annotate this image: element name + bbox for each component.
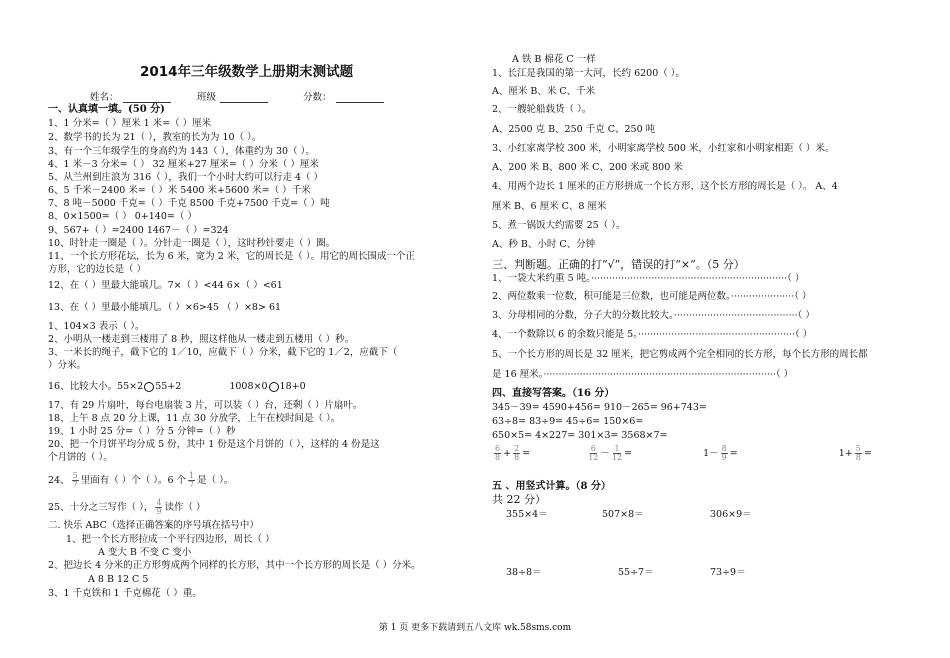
options: A 变大 B 不变 C 变小 — [98, 547, 192, 558]
options: A、厘米 B、米 C、千米 — [492, 86, 596, 97]
question: 3、1 千克铁和 1 千克棉花（ ）重。 — [48, 588, 202, 599]
fraction-question — [48, 499, 205, 516]
fraction: $\frac{5}{8}$ — [855, 444, 861, 462]
section-3-heading: 三、判断题。正确的打“√”，错误的打“×”。（5 分） — [492, 258, 745, 271]
section-4-heading: 四、直接写答案。（16 分） — [492, 388, 615, 399]
question: 8、0×1500=（ ） 0+140=（ ） — [48, 211, 197, 222]
fraction: $\frac{5}{7}$ — [72, 471, 78, 489]
question: 2、把边长 4 分米的正方形剪成两个同样的长方形，其中一个长方形的周长是（ ）分米。 — [48, 560, 421, 571]
op: 1+ — [838, 448, 853, 459]
question: 18、上午 8 点 20 分上课，11 点 30 分放学，上午在校时间是（ ）。 — [48, 413, 341, 424]
question: 3、一米长的绳子，截下它的 1／10，应截下（ ）分米，截下它的 1／2，应截下（ — [48, 347, 398, 358]
judge-item: 1、一袋大米约重 5 吨。·································································（ ） — [492, 273, 805, 284]
compare-question — [48, 381, 306, 393]
question: 方形，它的边长是（ ） — [48, 264, 147, 275]
options: A、秒 B、小时 C、分钟 — [492, 239, 596, 250]
question: 20、把一个月饼平均分成 5 份，其中 1 份是这个月饼的（ ），这样的 4 份是这 — [48, 439, 380, 450]
question: 3、小红家离学校 300 米，小明家离学校 500 米，小红家和小明家相距（ ）米。 — [492, 143, 835, 154]
vertical-calc: 55÷7＝ — [618, 567, 654, 578]
op: = — [624, 448, 633, 459]
class-field — [197, 89, 268, 103]
q-number: 24、 — [48, 475, 70, 486]
compare-prefix: 16、比较大小。55×2 — [48, 381, 144, 392]
compare-right-1: 55+2 — [155, 381, 182, 392]
op: = — [729, 448, 738, 459]
options: A 8 B 12 C 5 — [88, 574, 149, 585]
q-text: 25、十分之三写作（ ）， — [48, 502, 154, 513]
score-field — [303, 89, 384, 103]
judge-item: 是 16 厘米。·············································································（ ） — [492, 369, 794, 380]
page-footer: 第 1 页 更多下载请到五八文库 wk.58sms.com — [378, 623, 572, 633]
fraction: $\frac{6}{8}$ — [495, 444, 501, 462]
fraction: $\frac{6}{12}$ — [588, 444, 599, 462]
fraction: $\frac{1}{12}$ — [611, 444, 623, 462]
question: 3、有一个三年级学生的身高约为 143（ ），体重约为 30（ ）。 — [48, 146, 315, 157]
question: 5、煮一锅饭大约需要 25（ ）。 — [492, 220, 626, 231]
direct-answers-row: 63÷8= 83÷9= 45÷6= 150×6= — [492, 416, 644, 427]
question: 2、数学书的长为 21（ ），教室的长为为 10（ ）。 — [48, 132, 262, 143]
question: 17、有 29 片扇叶，每台电扇装 3 片，可以装（ ）台，还剩（ ）片扇叶。 — [48, 400, 363, 411]
fraction: $\frac{2}{8}$ — [514, 444, 520, 462]
fraction-row — [492, 445, 872, 462]
q-text: 里面有（ ）个（ ）。6 个 — [80, 475, 187, 486]
judge-item: 2、两位数乘一位数，积可能是三位数，也可能是两位数。·····················（ ） — [492, 291, 812, 302]
question: 11、一个长方形花坛，长为 6 米，宽为 2 米，它的周长是（ ）。用它的周长围成一个正 — [48, 251, 416, 262]
name-field — [90, 89, 171, 103]
question: 7、8 吨－5000 千克=（ ）千克 8500 千克+7500 千克=（ ）吨 — [48, 198, 330, 209]
vertical-calc: 355×4＝ — [506, 509, 548, 520]
vertical-calc: 507×8＝ — [602, 509, 644, 520]
section-1-heading: 一、认真填一填。(50 分) — [48, 104, 165, 115]
question: 个月饼的（ ）。 — [48, 452, 113, 463]
compare-circle — [269, 382, 279, 392]
section-2-heading: 二. 快乐 ABC（选择正确答案的序号填在括号中） — [48, 520, 259, 531]
question: 12、在（ ）里最大能填几。7×（ ）<44 6×（ ）<61 — [48, 280, 283, 291]
op: = — [863, 448, 872, 459]
question: 1、把一个长方形拉成一个平行四边形，周长（ ） — [66, 534, 275, 545]
class-label: 班级 — [197, 92, 217, 103]
question: 10、时针走一圈是（ ）。分针走一圈是（ ），这时秒针要走（ ）圈。 — [48, 238, 336, 249]
compare-right-2: 18+0 — [279, 381, 306, 392]
direct-answers-row: 345－39= 4590+456= 910－265= 96+743= — [492, 402, 707, 413]
score-label: 分数： — [303, 92, 332, 103]
vertical-calc: 306×9＝ — [710, 509, 752, 520]
question: 1、104×3 表示（ ）。 — [48, 321, 145, 332]
name-blank — [123, 93, 171, 103]
question: 4、用两个边长 1 厘米的正方形拼成一个长方形，这个长方形的周长是（ ）。 A、4 — [492, 181, 838, 192]
question: 6、5 千米－2400 米=（ ）米 5400 米+5600 米=（ ）千米 — [48, 185, 311, 196]
score-blank — [336, 93, 384, 103]
fraction-question — [48, 472, 233, 489]
judge-item: 4、一个数除以 6 的余数只能是 5。····················································（ ） — [492, 329, 813, 340]
fraction: $\frac{8}{9}$ — [721, 444, 727, 462]
q-text: 是（ ）。 — [197, 475, 234, 486]
judge-item: 5、一个长方形的周长是 32 厘米，把它剪成两个完全相同的长方形，每个长方形的周长都 — [492, 349, 868, 360]
section-5-subheading: 共 22 分） — [492, 493, 546, 506]
compare-left-2: 1008×0 — [229, 381, 268, 392]
q-text: 读作（ ） — [164, 502, 206, 513]
options: A 铁 B 棉花 C 一样 — [512, 54, 596, 65]
op: + — [503, 448, 512, 459]
direct-answers-row: 650×5= 4×227= 301×3= 3568×7= — [492, 430, 668, 441]
question: 1、1 分米=（ ）厘米 1 米=（ ）厘米 — [48, 118, 212, 129]
name-label: 姓名： — [90, 92, 119, 103]
fraction: $\frac{1}{7}$ — [189, 471, 195, 489]
judge-item: 3、分母相同的分数，分子大的分数比较大。·········································（ ） — [492, 310, 815, 321]
question: 9、567+（ ）=2400 1467－（ ）=324 — [48, 225, 229, 236]
page-title: 2014年三年级数学上册期末测试题 — [140, 64, 354, 80]
question: ）分米。 — [48, 360, 87, 371]
vertical-calc: 73÷9＝ — [710, 567, 746, 578]
options: 厘米 B、6 厘米 C、8 厘米 — [492, 201, 607, 212]
question: 19、1 小时 25 分=（ ）分 5 分钟=（ ）秒 — [48, 426, 236, 437]
fraction: $\frac{4}{9}$ — [156, 498, 162, 516]
question: 5、从兰州到庄浪为 316（ ），我们一个小时大约可以行走 4（ ） — [48, 172, 324, 183]
question: 2、小明从一楼走到三楼用了 8 秒，照这样他从一楼走到五楼用（ ）秒。 — [48, 334, 355, 345]
options: A、2500 克 B、250 千克 C、250 吨 — [492, 124, 656, 135]
options: A、200 米 B、800 米 C、200 米或 800 米 — [492, 162, 683, 173]
op: － — [600, 448, 610, 459]
op: = — [522, 448, 531, 459]
vertical-calc: 38÷8＝ — [506, 567, 542, 578]
op: 1－ — [703, 448, 719, 459]
question: 13、在（ ）里最小能填几。（ ）×6>45 （ ）×8> 61 — [48, 302, 282, 313]
question: 4、1 米－3 分米=（ ） 32 厘米+27 厘米=（ ）分米（ ）厘米 — [48, 159, 319, 170]
compare-circle — [144, 382, 154, 392]
question: 1、长江是我国的第一大河，长约 6200（ ）。 — [492, 68, 686, 79]
question: 2、一艘轮船载货（ ）。 — [492, 104, 592, 115]
class-blank — [220, 93, 268, 103]
section-5-heading: 五 、用竖式计算。（8 分） — [492, 481, 611, 492]
